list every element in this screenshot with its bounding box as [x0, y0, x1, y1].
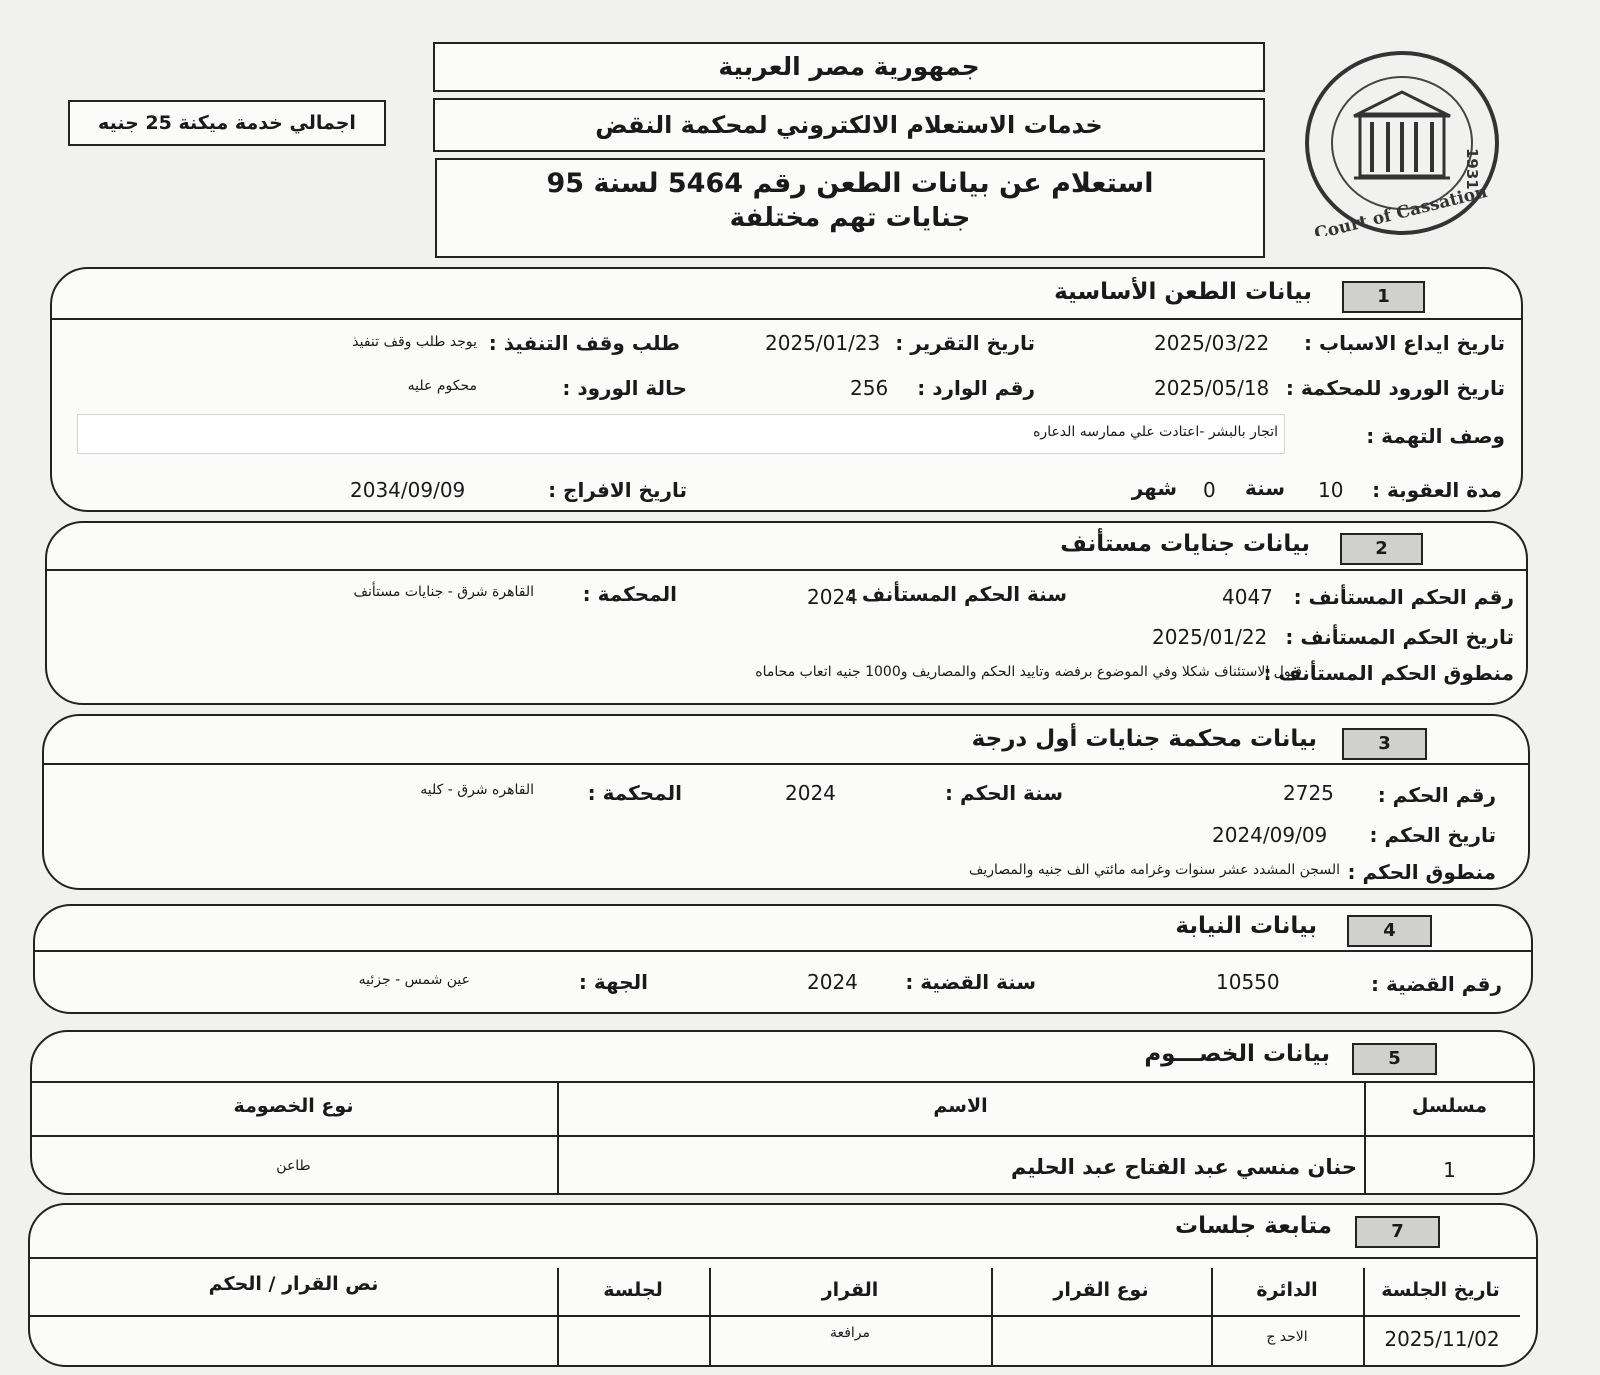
section-5-divider [30, 1081, 1535, 1083]
section-2-title: بيانات جنايات مستأنف [1060, 531, 1310, 557]
first-court-label: المحكمة : [587, 781, 682, 805]
ruling-no-label: رقم الحكم : [1377, 783, 1496, 807]
entity-label: الجهة : [578, 970, 648, 994]
appeal-no-label: رقم الحكم المستأنف : [1293, 585, 1514, 609]
ruling-year-label: سنة الحكم : [945, 781, 1063, 805]
session-circuit: الاحد ج [1266, 1329, 1308, 1345]
sessions-col-decision: القرار [821, 1279, 879, 1301]
parties-header-line [30, 1135, 1535, 1137]
release-date: 2034/09/09 [350, 478, 466, 502]
case-no: 10550 [1216, 970, 1280, 994]
appeal-year: 2024 [807, 585, 858, 609]
sentence-month-word: شهر [1131, 476, 1177, 500]
country-title: جمهورية مصر العربية [433, 42, 1265, 92]
arrival-status: محكوم عليه [407, 378, 477, 394]
charge-text: اتجار بالبشر -اعتادت علي ممارسه الدعاره [1033, 424, 1278, 440]
parties-col-name: الاسم [933, 1095, 988, 1117]
court-seal-icon [1302, 50, 1502, 236]
parties-col-serial: مسلسل [1411, 1095, 1488, 1117]
section-5-title: بيانات الخصـــوم [1144, 1041, 1330, 1067]
section-4-divider [33, 950, 1533, 952]
sentence-year-word: سنة [1245, 476, 1285, 500]
parties-col-type: نوع الخصومة [233, 1095, 354, 1117]
incoming-no-label: رقم الوارد : [917, 376, 1035, 400]
arrival-status-label: حالة الورود : [562, 376, 687, 400]
inquiry-title-box [435, 158, 1265, 258]
section-3-number: 3 [1342, 728, 1427, 760]
inquiry-subtitle: جنايات تهم مختلفة [729, 203, 971, 233]
first-court: القاهره شرق - كليه [420, 782, 534, 798]
sentence-years: 10 [1318, 478, 1344, 502]
stay-value: يوجد طلب وقف تنفيذ [352, 334, 477, 350]
appeal-verdict-label: منطوق الحكم المستأنف : [1263, 661, 1514, 685]
entity: عين شمس - جزئيه [358, 972, 470, 988]
release-date-label: تاريخ الافراج : [548, 478, 687, 502]
arrival-date-label: تاريخ الورود للمحكمة : [1285, 376, 1505, 400]
appeal-verdict: قبول الاستئناف شكلا وفي الموضوع برفضه وتاييد الحكم والمصاريف و1000 جنيه اتعاب محاماه [755, 664, 1302, 680]
section-1-divider [50, 318, 1523, 320]
seal-year: 1931 [1463, 148, 1481, 190]
ruling-date: 2024/09/09 [1212, 823, 1328, 847]
reasons-date-label: تاريخ ايداع الاسباب : [1304, 331, 1505, 355]
charge-label: وصف التهمة : [1366, 424, 1505, 448]
appeal-year-label: سنة الحكم المستأنف : [846, 582, 1067, 606]
party-name: حنان منسي عبد الفتاح عبد الحليم [1011, 1155, 1357, 1179]
section-3-title: بيانات محكمة جنايات أول درجة [971, 726, 1317, 752]
appeal-date-label: تاريخ الحكم المستأنف : [1285, 625, 1514, 649]
party-serial: 1 [1443, 1158, 1456, 1182]
section-7-divider [28, 1257, 1538, 1259]
service-title: خدمات الاستعلام الالكتروني لمحكمة النقض [433, 98, 1265, 152]
sessions-col-decision-type: نوع القرار [1053, 1279, 1149, 1301]
section-1-title: بيانات الطعن الأساسية [1054, 279, 1312, 305]
section-2-number: 2 [1340, 533, 1423, 565]
appeal-no: 4047 [1222, 585, 1273, 609]
section-7-number: 7 [1355, 1216, 1440, 1248]
case-no-label: رقم القضية : [1371, 972, 1502, 996]
report-date-label: تاريخ التقرير : [895, 331, 1035, 355]
section-3-divider [42, 763, 1530, 765]
appeal-date: 2025/01/22 [1152, 625, 1268, 649]
sessions-header-line [30, 1315, 1520, 1317]
section-4-title: بيانات النيابة [1175, 913, 1317, 939]
ruling-verdict: السجن المشدد عشر سنوات وغرامه مائتي الف جنيه والمصاريف [968, 862, 1340, 878]
case-year-label: سنة القضية : [905, 970, 1036, 994]
appeal-court: القاهرة شرق - جنايات مستأنف [353, 584, 534, 600]
sentence-months: 0 [1203, 478, 1216, 502]
party-type: طاعن [276, 1158, 311, 1174]
inquiry-title: استعلام عن بيانات الطعن رقم 5464 لسنة 95 [546, 168, 1154, 199]
incoming-no: 256 [850, 376, 889, 400]
sessions-col-date: تاريخ الجلسة [1381, 1279, 1500, 1301]
stay-label: طلب وقف التنفيذ : [488, 331, 680, 355]
session-date: 2025/11/02 [1384, 1327, 1500, 1351]
session-decision: مرافعة [829, 1325, 871, 1341]
appeal-court-label: المحكمة : [582, 582, 677, 606]
seal-text: Court of Cassation [1312, 182, 1490, 236]
sentence-label: مدة العقوبة : [1372, 478, 1502, 502]
arrival-date: 2025/05/18 [1154, 376, 1270, 400]
reasons-date: 2025/03/22 [1154, 331, 1270, 355]
section-1-number: 1 [1342, 281, 1425, 313]
section-5-number: 5 [1352, 1043, 1437, 1075]
ruling-verdict-label: منطوق الحكم : [1347, 860, 1496, 884]
total-fee-box: اجمالي خدمة ميكنة 25 جنيه [68, 100, 386, 146]
section-2-divider [45, 569, 1528, 571]
report-date: 2025/01/23 [765, 331, 881, 355]
ruling-date-label: تاريخ الحكم : [1369, 823, 1496, 847]
section-7-title: متابعة جلسات [1175, 1213, 1332, 1239]
sessions-col-next: لجلسة [603, 1279, 663, 1301]
ruling-no: 2725 [1283, 781, 1334, 805]
court-seal [1302, 50, 1502, 236]
sessions-col-circuit: الدائرة [1256, 1279, 1318, 1301]
case-year: 2024 [807, 970, 858, 994]
sessions-col-text: نص القرار / الحكم [208, 1273, 379, 1295]
ruling-year: 2024 [785, 781, 836, 805]
section-4-number: 4 [1347, 915, 1432, 947]
